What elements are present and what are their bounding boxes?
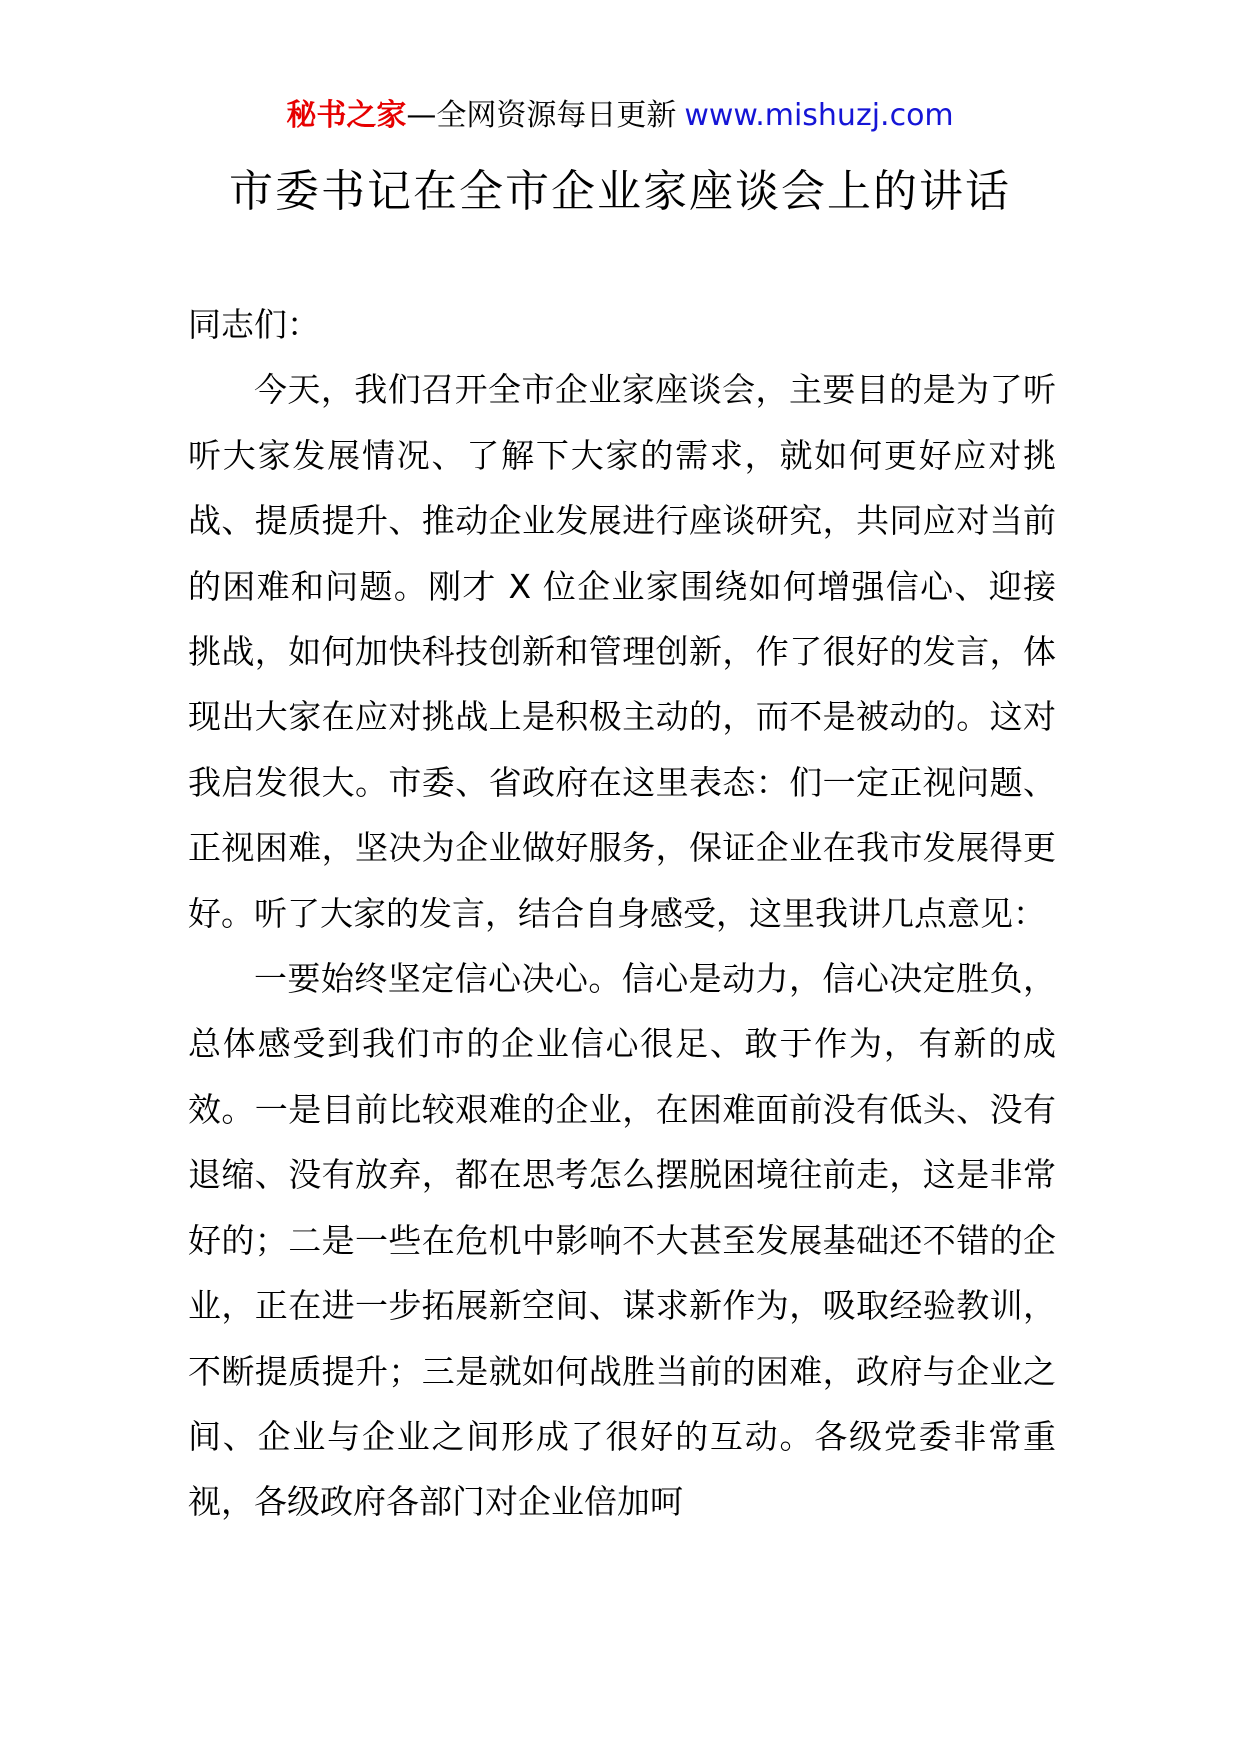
site-header: [0, 96, 1240, 136]
site-url-link[interactable]: www.mishuzj.com: [684, 98, 954, 133]
paragraph-confidence: 一要始终坚定信心决心。信心是动力，信心决定胜负，总体感受到我们市的企业信心很足、敢于作为，有新的成效。一是目前比较艰难的企业，在困难面前没有低头、没有退缩、没有放弃，都在思考怎么摆脱困境往前走，这是非常好的；二是一些在危机中影响不大甚至发展基础还不错的企业，正在进一步拓展新空间、谋求新作为，吸取经验教训，不断提质提升；三是就如何战胜当前的困难，政府与企业之间、企业与企业之间形成了很好的互动。各级党委非常重视，各级政府各部门对企业倍加呵: [188, 959, 1056, 1522]
paragraph-opening: 今天，我们召开全市企业家座谈会，主要目的是为了听听大家发展情况、了解下大家的需求，就如何更好应对挑战、提质提升、推动企业发展进行座谈研究，共同应对当前的困难和问题。刚才 X 位企业家围绕如何增强信心、迎接挑战，如何加快科技创新和管理创新，作了很好的发言，体现出大家在应对挑战上是积极主动的，而不是被动的。这对我启发很大。市委、省政府在这里表态：们一定正视问题、正视困难，坚决为企业做好服务，保证企业在我市发展得更好。听了大家的发言，结合自身感受，这里我讲几点意见：: [188, 370, 1056, 933]
salutation: 同志们：: [188, 305, 320, 344]
document-body: [188, 292, 1056, 1535]
header-tagline: —全网资源每日更新: [406, 98, 677, 133]
brand-name: 秘书之家: [286, 98, 407, 133]
document-title: 市委书记在全市企业家座谈会上的讲话: [229, 166, 1011, 217]
